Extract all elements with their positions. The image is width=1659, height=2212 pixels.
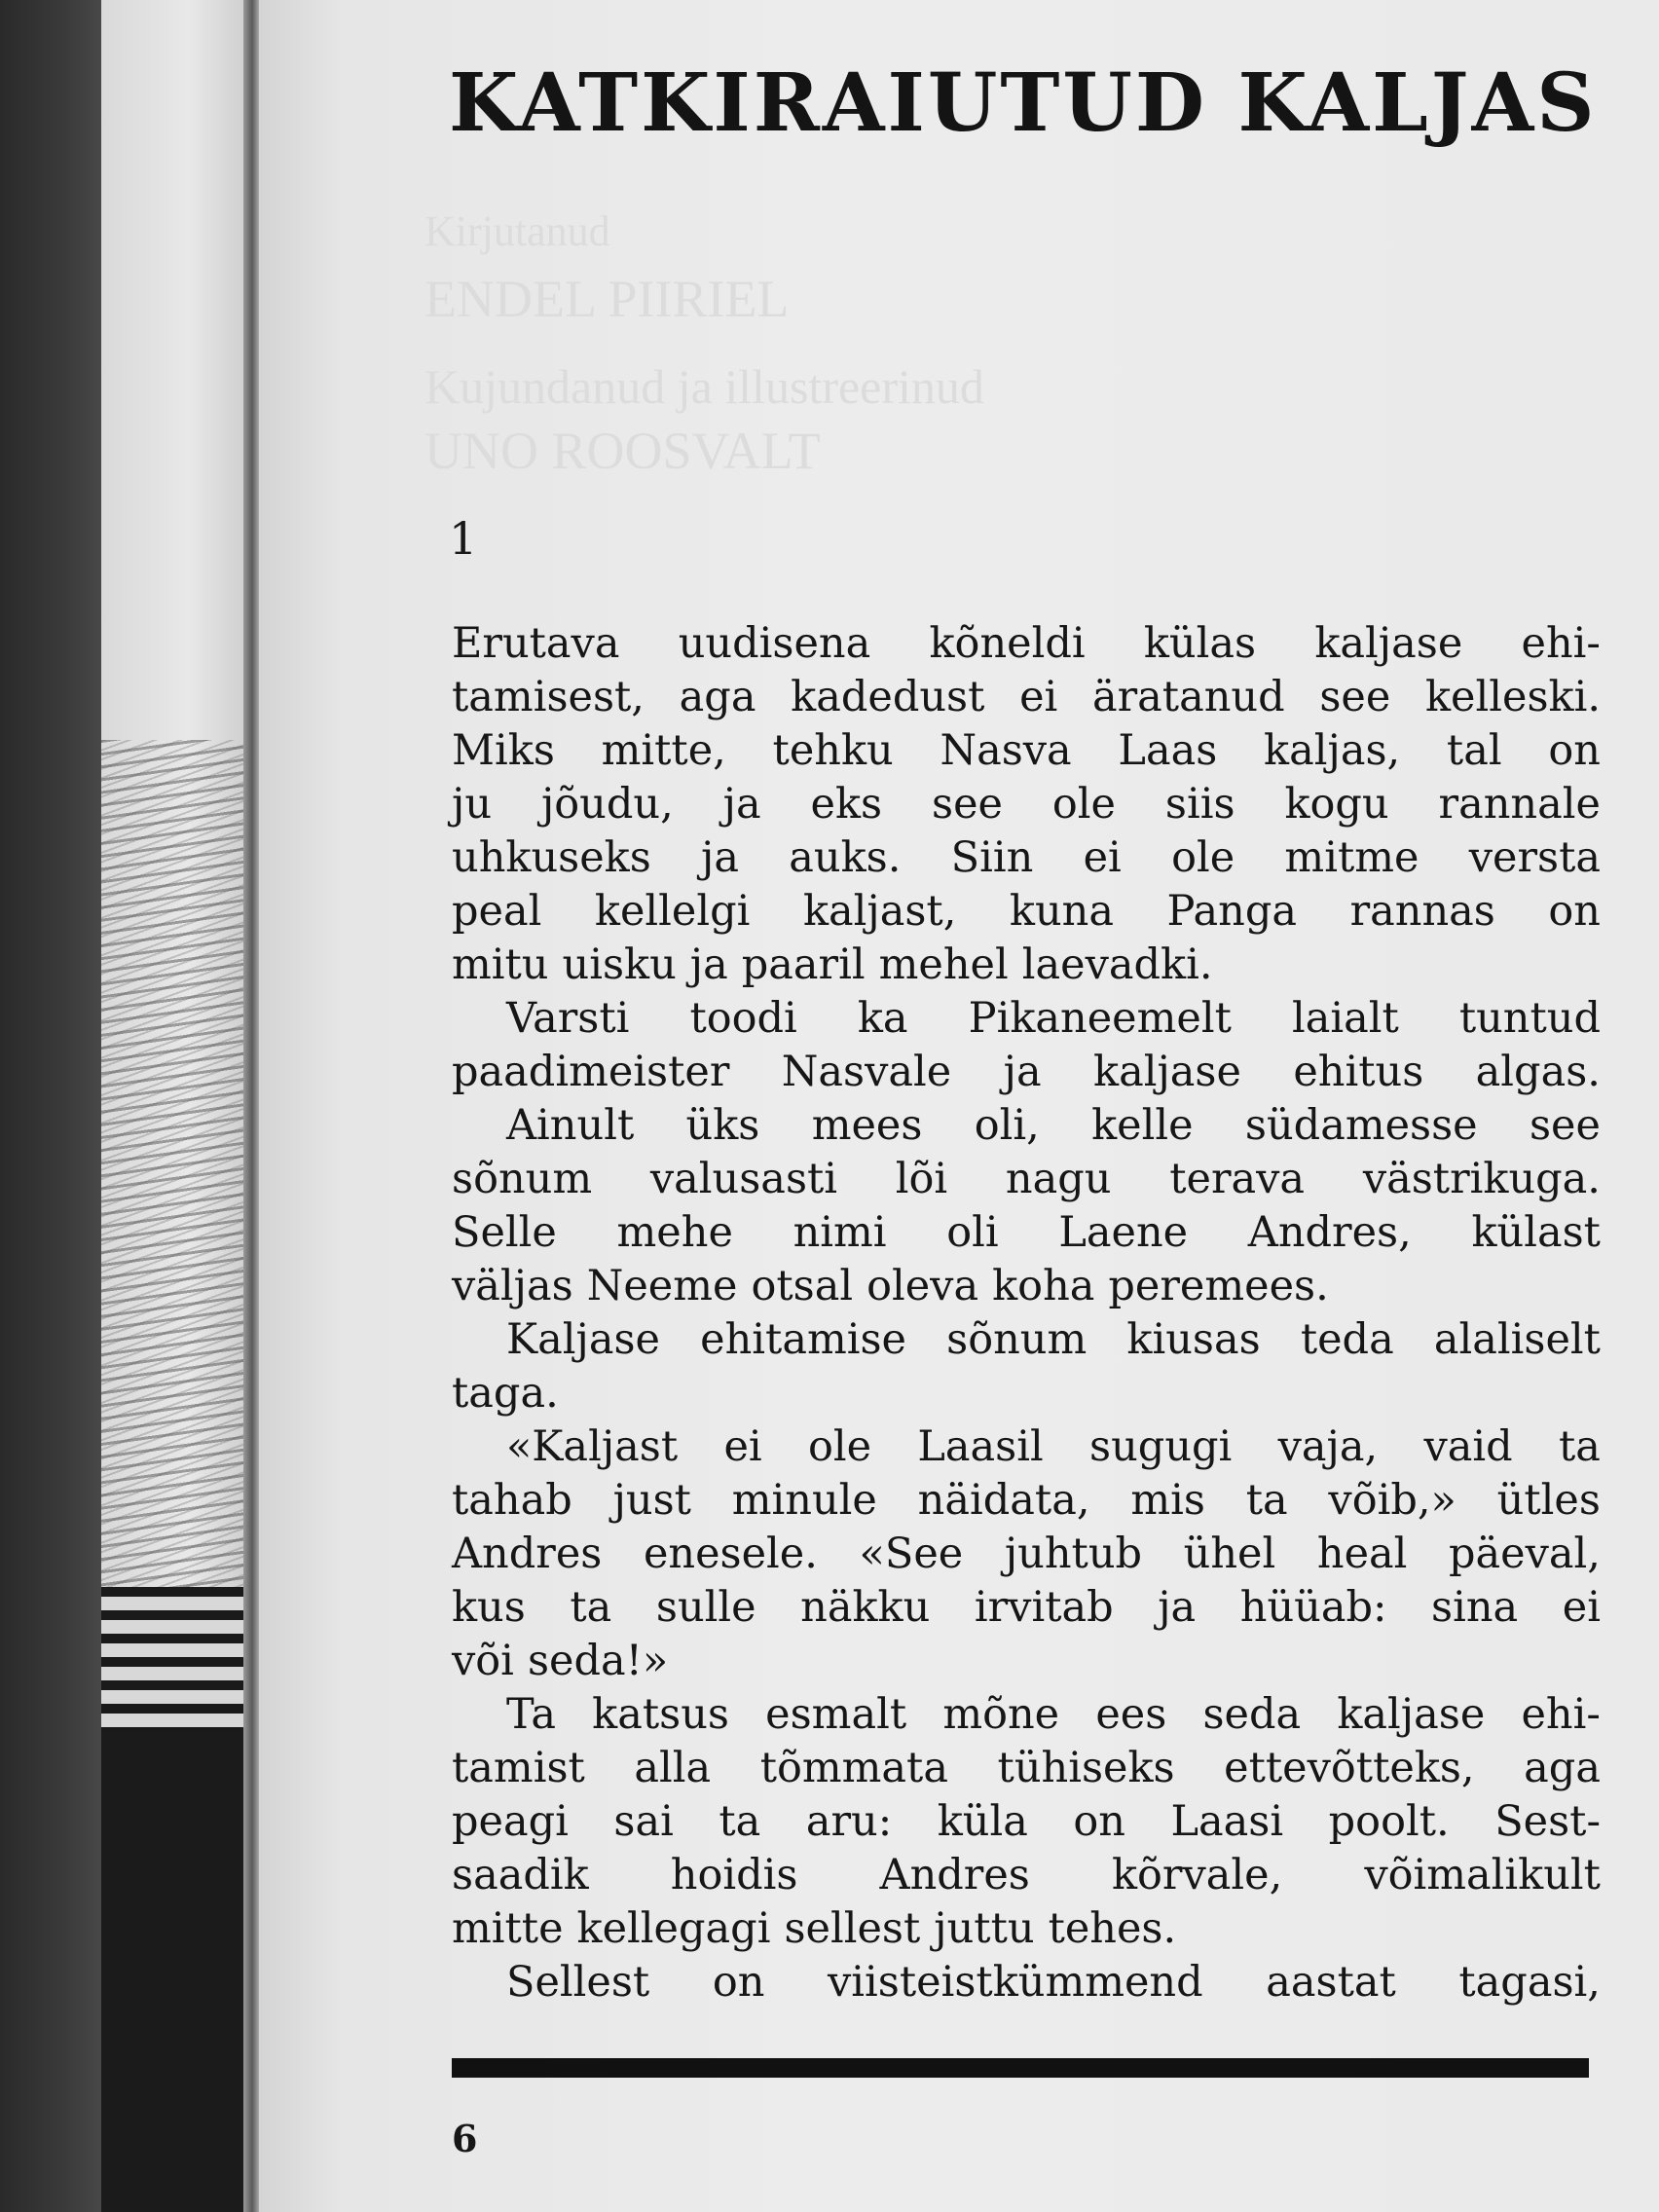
book-page (259, 0, 1659, 2212)
text-line: tamisest, aga kadedust ei äratanud see kelleski. (452, 673, 1601, 721)
text-line: tahab just minule näidata, mis ta võib,» ütles (452, 1476, 1601, 1525)
page-number: 6 (452, 2117, 478, 2160)
text-line: saadik hoidis Andres kõrvale, võimalikult (452, 1851, 1601, 1899)
text-line: väljas Neeme otsal oleva koha peremees. (452, 1262, 1329, 1310)
faded-credit-line: Kujundanud ja illustreerinud (424, 359, 984, 414)
text-line: Andres enesele. «See juhtub ühel heal päeval, (452, 1530, 1601, 1578)
body-text (452, 617, 1601, 2009)
faded-credit-line: UNO ROOSVALT (424, 422, 821, 480)
text-line: kus ta sulle näkku irvitab ja hüüab: sina ei (452, 1583, 1601, 1632)
text-line: Sellest on viisteistkümmend aastat tagasi, (506, 1958, 1601, 2007)
book-gutter (0, 0, 107, 2212)
book-cover-edge (101, 0, 247, 2212)
text-line: taga. (452, 1369, 559, 1418)
footer-rule (452, 2058, 1589, 2078)
text-line: mitu uisku ja paaril mehel laevadki. (452, 940, 1213, 989)
faded-credit-line: ENDEL PIIRIEL (424, 270, 790, 328)
text-line: sõnum valusasti lõi nagu terava västrikuga. (452, 1155, 1601, 1203)
text-line: Ainult üks mees oli, kelle südamesse see (506, 1101, 1601, 1150)
text-line: uhkuseks ja auks. Siin ei ole mitme versta (452, 833, 1601, 882)
text-line: tamist alla tõmmata tühiseks ettevõtteks, aga (452, 1744, 1601, 1792)
text-line: Varsti toodi ka Pikaneemelt laialt tuntud (506, 994, 1601, 1043)
text-line: paadimeister Nasvale ja kaljase ehitus algas. (452, 1048, 1601, 1096)
chapter-title: KATKIRAIUTUD KALJAS (449, 56, 1598, 150)
text-line: «Kaljast ei ole Laasil sugugi vaja, vaid ta (506, 1422, 1601, 1471)
text-line: peagi sai ta aru: küla on Laasi poolt. Sest- (452, 1797, 1601, 1846)
text-line: Selle mehe nimi oli Laene Andres, külast (452, 1208, 1601, 1257)
text-line: Miks mitte, tehku Nasva Laas kaljas, tal on (452, 726, 1601, 775)
text-line: Ta katsus esmalt mõne ees seda kaljase ehi- (506, 1690, 1601, 1739)
text-line: Kaljase ehitamise sõnum kiusas teda alaliselt (506, 1315, 1601, 1364)
text-line: ju jõudu, ja eks see ole siis kogu rannale (452, 780, 1601, 829)
cover-illustration-shadow (101, 1733, 247, 2212)
text-line: mitte kellegagi sellest juttu tehes. (452, 1904, 1177, 1953)
chapter-number: 1 (449, 512, 478, 565)
text-line: Erutava uudisena kõneldi külas kaljase ehi- (452, 619, 1601, 668)
text-line: peal kellelgi kaljast, kuna Panga rannas on (452, 887, 1601, 936)
text-line: või seda!» (452, 1637, 669, 1685)
faded-credit-line: Kirjutanud (424, 207, 610, 255)
